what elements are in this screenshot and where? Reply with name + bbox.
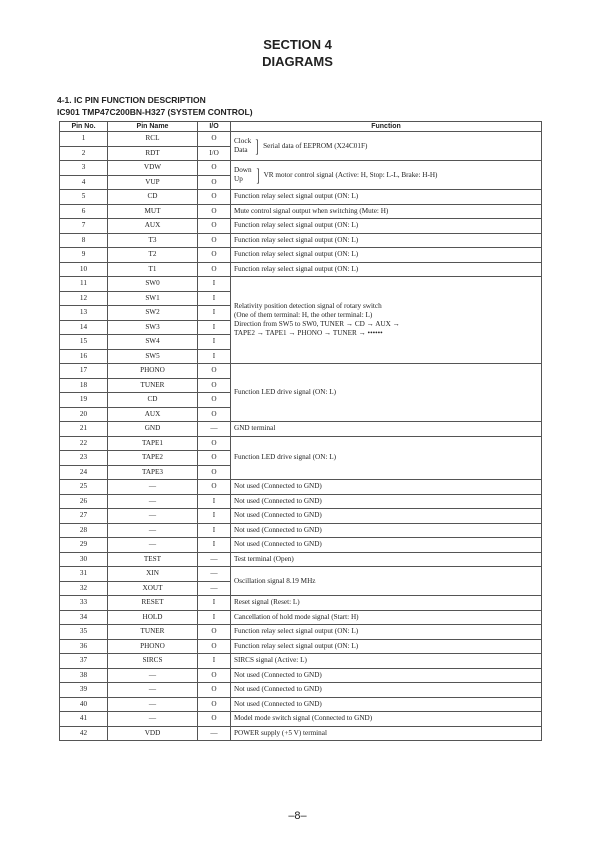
cell-io: I [198, 610, 231, 625]
cell-io: O [198, 697, 231, 712]
function-text-line: (One of them terminal: H, the other terminal: L) [234, 311, 373, 319]
table-row [60, 712, 542, 727]
table-row [60, 683, 542, 698]
cell-io: O [198, 364, 231, 379]
cell-name: PHONO [108, 639, 198, 654]
table-row [60, 523, 542, 538]
cell-io: O [198, 233, 231, 248]
cell-name: CD [108, 393, 198, 408]
function-text-line: TAPE2 → TAPE1 → PHONO → TUNER → •••••• [234, 329, 383, 337]
cell-pin: 32 [60, 581, 108, 596]
cell-pin: 23 [60, 451, 108, 466]
cell-pin: 35 [60, 625, 108, 640]
cell-name: — [108, 668, 198, 683]
cell-name: SW2 [108, 306, 198, 321]
cell-name: TEST [108, 552, 198, 567]
cell-pin: 39 [60, 683, 108, 698]
cell-function: POWER supply (+5 V) terminal [231, 726, 542, 741]
cell-name: VDW [108, 161, 198, 176]
cell-io: I [198, 306, 231, 321]
cell-name: PHONO [108, 364, 198, 379]
table-row [60, 625, 542, 640]
table-row [60, 552, 542, 567]
bracket-glyph: ] [255, 136, 259, 156]
cell-io: O [198, 639, 231, 654]
cell-io: O [198, 378, 231, 393]
cell-name: — [108, 697, 198, 712]
cell-name: — [108, 480, 198, 495]
cell-function: Not used (Connected to GND) [231, 494, 542, 509]
cell-name: XOUT [108, 581, 198, 596]
section-label: SECTION 4 [263, 37, 332, 52]
cell-name: TUNER [108, 625, 198, 640]
cell-function: Not used (Connected to GND) [231, 523, 542, 538]
cell-pin: 42 [60, 726, 108, 741]
cell-io: O [198, 436, 231, 451]
cell-pin: 6 [60, 204, 108, 219]
cell-function: Function relay select signal output (ON: L) [231, 233, 542, 248]
cell-io: I [198, 494, 231, 509]
cell-pin: 25 [60, 480, 108, 495]
cell-name: SIRCS [108, 654, 198, 669]
cell-io: O [198, 219, 231, 234]
cell-function: Function relay select signal output (ON: L) [231, 262, 542, 277]
table-row [60, 494, 542, 509]
cell-pin: 41 [60, 712, 108, 727]
cell-pin: 24 [60, 465, 108, 480]
cell-pin: 22 [60, 436, 108, 451]
cell-io: O [198, 451, 231, 466]
cell-pin: 12 [60, 291, 108, 306]
cell-io: I [198, 654, 231, 669]
cell-pin: 29 [60, 538, 108, 553]
cell-pin: 26 [60, 494, 108, 509]
cell-pin: 20 [60, 407, 108, 422]
cell-io: I [198, 291, 231, 306]
cell-function: Not used (Connected to GND) [231, 697, 542, 712]
function-text: VR motor control signal (Active: H, Stop: L-L, Brake: H-H) [263, 170, 438, 179]
cell-name: SW1 [108, 291, 198, 306]
cell-io: O [198, 248, 231, 263]
cell-pin: 4 [60, 175, 108, 190]
cell-function-motor [231, 161, 542, 190]
cell-name: SW0 [108, 277, 198, 292]
brace-label: Data [234, 146, 248, 154]
cell-pin: 15 [60, 335, 108, 350]
brace-label: Clock [234, 137, 252, 145]
cell-io: I [198, 509, 231, 524]
cell-name: — [108, 538, 198, 553]
cell-function: GND terminal [231, 422, 542, 437]
cell-name: — [108, 494, 198, 509]
cell-name: RESET [108, 596, 198, 611]
table-row [60, 161, 542, 176]
table-body [60, 132, 542, 741]
cell-io: O [198, 480, 231, 495]
header-io: I/O [198, 122, 231, 132]
cell-io: O [198, 262, 231, 277]
cell-function: Test terminal (Open) [231, 552, 542, 567]
cell-pin: 5 [60, 190, 108, 205]
cell-io: O [198, 190, 231, 205]
cell-pin: 17 [60, 364, 108, 379]
ic-title: IC901 TMP47C200BN-H327 (SYSTEM CONTROL) [57, 107, 253, 117]
table-row [60, 726, 542, 741]
table-row [60, 596, 542, 611]
page-title: DIAGRAMS [262, 54, 333, 69]
table-row [60, 262, 542, 277]
cell-name: T3 [108, 233, 198, 248]
cell-name: TAPE3 [108, 465, 198, 480]
cell-function: Not used (Connected to GND) [231, 683, 542, 698]
cell-io: O [198, 683, 231, 698]
cell-function: SIRCS signal (Active: L) [231, 654, 542, 669]
cell-pin: 30 [60, 552, 108, 567]
cell-pin: 31 [60, 567, 108, 582]
cell-pin: 2 [60, 146, 108, 161]
cell-name: T1 [108, 262, 198, 277]
brace-label: Down [234, 166, 252, 174]
cell-name: MUT [108, 204, 198, 219]
table-row [60, 219, 542, 234]
bracket-glyph: ] [256, 165, 260, 185]
cell-io: O [198, 393, 231, 408]
cell-pin: 1 [60, 132, 108, 147]
cell-pin: 10 [60, 262, 108, 277]
table-row [60, 277, 542, 292]
cell-pin: 36 [60, 639, 108, 654]
cell-function: Function relay select signal output (ON: L) [231, 190, 542, 205]
table-row [60, 204, 542, 219]
cell-name: SW3 [108, 320, 198, 335]
table-row [60, 422, 542, 437]
table-row [60, 668, 542, 683]
cell-function: Cancellation of hold mode signal (Start: H) [231, 610, 542, 625]
cell-function: Function relay select signal output (ON: L) [231, 625, 542, 640]
cell-name: TUNER [108, 378, 198, 393]
cell-function: Reset signal (Reset: L) [231, 596, 542, 611]
cell-function: Mute control signal output when switching (Mute: H) [231, 204, 542, 219]
cell-name: TAPE1 [108, 436, 198, 451]
table-row [60, 639, 542, 654]
cell-io: I [198, 320, 231, 335]
cell-io: I/O [198, 146, 231, 161]
cell-function: Function relay select signal output (ON: L) [231, 248, 542, 263]
cell-name: CD [108, 190, 198, 205]
page-number: –8– [288, 810, 307, 822]
table-row [60, 654, 542, 669]
cell-io: O [198, 161, 231, 176]
table-row [60, 248, 542, 263]
brace-label: Up [234, 175, 243, 183]
cell-name: VUP [108, 175, 198, 190]
cell-io: I [198, 335, 231, 350]
cell-pin: 14 [60, 320, 108, 335]
cell-name: HOLD [108, 610, 198, 625]
function-text-line: Direction from SW5 to SW0, TUNER → CD → AUX → [234, 320, 400, 328]
cell-io: O [198, 407, 231, 422]
cell-function: Not used (Connected to GND) [231, 509, 542, 524]
cell-io: — [198, 552, 231, 567]
cell-pin: 21 [60, 422, 108, 437]
cell-io: — [198, 581, 231, 596]
table-row [60, 567, 542, 582]
table-row [60, 697, 542, 712]
cell-name: AUX [108, 407, 198, 422]
header-pin-name: Pin Name [108, 122, 198, 132]
cell-name: RCL [108, 132, 198, 147]
cell-name: T2 [108, 248, 198, 263]
cell-function-osc: Oscillation signal 8.19 MHz [231, 567, 542, 596]
header-function: Function [231, 122, 542, 132]
cell-io: I [198, 349, 231, 364]
table-row [60, 132, 542, 147]
cell-pin: 7 [60, 219, 108, 234]
cell-name: TAPE2 [108, 451, 198, 466]
function-text-line: Relativity position detection signal of rotary switch [234, 302, 382, 310]
cell-io: O [198, 668, 231, 683]
cell-io: I [198, 277, 231, 292]
function-text: Serial data of EEPROM (X24C01F) [263, 141, 368, 150]
cell-io: — [198, 567, 231, 582]
cell-name: AUX [108, 219, 198, 234]
cell-function: Not used (Connected to GND) [231, 668, 542, 683]
cell-pin: 11 [60, 277, 108, 292]
cell-name: — [108, 523, 198, 538]
cell-io: O [198, 175, 231, 190]
cell-name: — [108, 712, 198, 727]
cell-pin: 3 [60, 161, 108, 176]
cell-function: Function relay select signal output (ON: L) [231, 219, 542, 234]
cell-pin: 38 [60, 668, 108, 683]
cell-io: O [198, 712, 231, 727]
cell-pin: 18 [60, 378, 108, 393]
cell-function-rotary [231, 277, 542, 364]
table-header-row [60, 122, 542, 132]
cell-pin: 13 [60, 306, 108, 321]
cell-function: Not used (Connected to GND) [231, 480, 542, 495]
cell-io: — [198, 422, 231, 437]
cell-name: XIN [108, 567, 198, 582]
table-row [60, 610, 542, 625]
cell-pin: 34 [60, 610, 108, 625]
table-row [60, 436, 542, 451]
cell-function-eeprom [231, 132, 542, 161]
cell-function: Not used (Connected to GND) [231, 538, 542, 553]
cell-pin: 28 [60, 523, 108, 538]
cell-io: O [198, 625, 231, 640]
table-row [60, 190, 542, 205]
cell-function: Model mode switch signal (Connected to GND) [231, 712, 542, 727]
cell-pin: 37 [60, 654, 108, 669]
cell-name: GND [108, 422, 198, 437]
cell-io: O [198, 465, 231, 480]
cell-io: I [198, 538, 231, 553]
cell-pin: 9 [60, 248, 108, 263]
cell-pin: 40 [60, 697, 108, 712]
cell-name: RDT [108, 146, 198, 161]
table-row [60, 538, 542, 553]
cell-pin: 27 [60, 509, 108, 524]
table-row [60, 509, 542, 524]
pin-function-table [59, 121, 542, 741]
cell-io: O [198, 204, 231, 219]
cell-function-led2: Function LED drive signal (ON: L) [231, 436, 542, 480]
section-title [0, 36, 595, 70]
cell-name: SW5 [108, 349, 198, 364]
cell-io: I [198, 596, 231, 611]
table-row [60, 364, 542, 379]
header-pin-no: Pin No. [60, 122, 108, 132]
cell-name: SW4 [108, 335, 198, 350]
subheading: 4-1. IC PIN FUNCTION DESCRIPTION [57, 95, 206, 105]
cell-pin: 16 [60, 349, 108, 364]
cell-name: — [108, 509, 198, 524]
cell-io: I [198, 523, 231, 538]
cell-function: Function relay select signal output (ON: L) [231, 639, 542, 654]
cell-name: VDD [108, 726, 198, 741]
cell-pin: 19 [60, 393, 108, 408]
cell-io: — [198, 726, 231, 741]
cell-name: — [108, 683, 198, 698]
cell-pin: 8 [60, 233, 108, 248]
table-row [60, 480, 542, 495]
cell-io: O [198, 132, 231, 147]
cell-pin: 33 [60, 596, 108, 611]
table-row [60, 233, 542, 248]
cell-function-led1: Function LED drive signal (ON: L) [231, 364, 542, 422]
